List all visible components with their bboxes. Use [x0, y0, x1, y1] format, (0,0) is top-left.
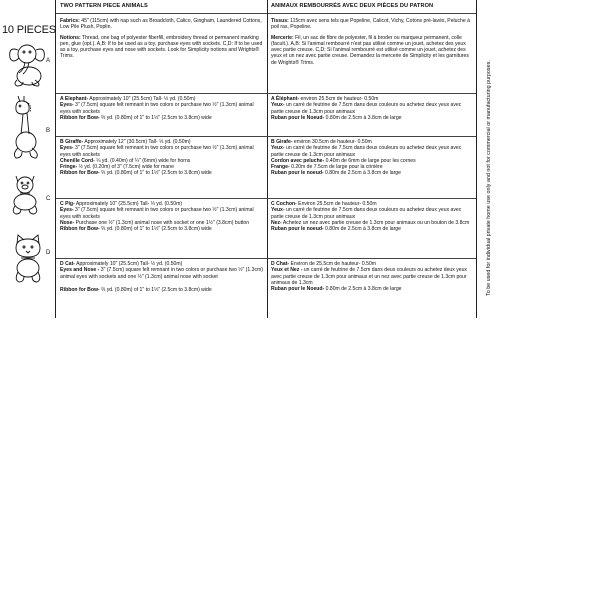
view-b-ribbon-label: Ribbon for Bow-	[60, 170, 100, 177]
view-d-ribbon-label: Ribbon for Bow-	[60, 286, 100, 293]
column-divider-left	[55, 0, 56, 318]
fr-view-a-size: environ 25.5cm de hauteur- 0.50m	[299, 96, 379, 102]
notions-label: Notions:	[60, 34, 81, 41]
fr-view-c-ribbon-text: 0.80m de 2.5cm à 3.8cm de large	[323, 226, 401, 233]
view-a-ribbon-text: ⅔ yd. (0.80m) of 1" to 1½" (2.5cm to 3.8cm) wide	[99, 114, 212, 121]
view-c-title: C Pig-	[60, 201, 75, 207]
french-tissus-mercerie	[271, 18, 474, 66]
fabrics-text: 45" (115cm) with nap such as Broadcloth, Calico, Gingham, Laundered Cottons, Low Pile Plush, Poplin.	[60, 18, 262, 31]
fr-view-d-eyes-text: un carré de feutrine de 7.5cm dans deux couleurs ou achetez deux yeux avec partie creuse de 1.3cm pour animaux et un nez avec partie creuse de 1.3cm pour animaux de 1.3cm	[271, 267, 467, 286]
view-d-eyes-text: 3" (7.5cm) square felt remnant in two colors or purchase two ½" (1.3cm) animal eyes with sockets and one ½" (1.3cm) animal nose with socket	[60, 267, 263, 280]
french-view-b	[271, 139, 474, 177]
view-c-nose-text: Purchase one ½" (1.3cm) animal nose with socket or one 1½" (3.8cm) button	[74, 219, 250, 226]
view-b-chenille-label: Chenille Cord-	[60, 157, 95, 164]
view-d-size: Approximately 10" (25.5cm) Tall- ½ yd. (0.50m)	[75, 261, 183, 267]
fr-view-c-ribbon-label: Ruban pour le noeud-	[271, 226, 324, 233]
fr-view-a-ribbon-label: Ruban pour le Noeud-	[271, 114, 325, 121]
view-a-size: Approximately 10" (25.5cm) Tall- ½ yd. (0.50m)	[88, 96, 196, 102]
fr-view-a-eyes-label: Yeux-	[271, 102, 285, 109]
fr-view-a-eyes-text: un carré de feutrine de 7.5cm dans deux couleurs ou achetez deux yeux avec partie creuse de 1.3cm pour animaux	[271, 102, 462, 115]
usage-restriction-note: To be used for individual private home use only and not for commercial or manufacturing purposes.	[486, 60, 492, 296]
fr-view-d-ribbon-label: Ruban pour le Noeud-	[271, 286, 325, 293]
french-view-d	[271, 261, 474, 292]
section-rule-4	[56, 258, 476, 259]
view-c-eyes-label: Eyes-	[60, 207, 74, 214]
notions-text: Thread, one bag of polyester fiberfill, embroidery thread or permanent marking pen, glue (opt.). A,B: If to be used as a toy, purchase eyes with sockets. C,D: If to be used as a toy, purchase eyes and nose with sockets. Look for Simplicity notions and Wrights® Trims.	[60, 34, 263, 60]
tissus-label: Tissus:	[271, 18, 289, 24]
view-a-eyes-text: 3" (7.5cm) square felt remnant in two colors or purchase two ½" (1.3cm) animal eyes with sockets	[60, 102, 254, 115]
fabrics-label: Fabrics:	[60, 18, 80, 24]
french-view-a	[271, 96, 474, 121]
view-a-title: A Elephant-	[60, 96, 89, 102]
elephant-illustration	[5, 40, 49, 88]
view-b-ribbon-text: ⅔ yd. (0.80m) of 1" to 1½" (2.5cm to 3.8cm) wide	[99, 170, 212, 177]
pig-illustration	[8, 172, 44, 216]
view-b-fringe-text: ½ yd. (0.20m) of 3" (7.5cm) wide for mane	[77, 164, 174, 171]
section-rule-1	[56, 93, 476, 94]
view-a-ribbon-label: Ribbon for Bow-	[60, 114, 100, 121]
view-b-size: Approximately 12" (30.5cm) Tall- ⅓ yd. (0.50m)	[83, 139, 191, 145]
heading-rule-french	[268, 13, 476, 14]
view-letter-c: C	[46, 196, 51, 202]
english-view-c	[60, 201, 265, 232]
view-letter-b: B	[46, 128, 51, 134]
fr-view-b-frange-label: Frange-	[271, 164, 290, 171]
view-d-ribbon-text: ⅔ yd. (0.80m) of 1" to 1½" (2.5cm to 3.8cm) wide	[99, 286, 212, 293]
fr-view-d-size: Environ de 25.5cm de hauteur- 0.50m	[289, 261, 377, 267]
english-view-a	[60, 96, 265, 121]
view-c-eyes-text: 3" (7.5cm) square felt remnant in two colors or purchase two ½" (1.3cm) animal eyes with sockets	[60, 207, 254, 220]
view-c-size: Approximately 10" (25.5cm) Tall- ⅓ yd. (0.50m)	[74, 201, 183, 207]
view-d-title: D Cat-	[60, 261, 75, 267]
view-b-eyes-label: Eyes-	[60, 145, 74, 152]
fr-view-d-ribbon-text: 0.80m de 2.5cm à 3.8cm de large	[324, 286, 402, 293]
english-fabrics-notions	[60, 18, 265, 60]
view-c-nose-label: Nose-	[60, 219, 75, 226]
fr-view-c-nez-label: Nez-	[271, 219, 282, 226]
mercerie-label: Mercerie:	[271, 34, 294, 41]
view-letter-a: A	[46, 58, 51, 64]
fr-view-b-cordon-text: 0.40m de 6mm de large pour les cornes	[324, 157, 416, 164]
fr-view-b-title: B Girafe-	[271, 139, 293, 145]
fr-view-d-eyes-label: Yeux et Nez -	[271, 267, 303, 274]
view-b-fringe-label: Fringe-	[60, 164, 78, 171]
english-view-d	[60, 261, 265, 293]
fr-view-b-eyes-text: un carré de feutrine de 7.5cm dans deux couleurs ou achetez deux yeux avec partie creuse de 1.3cm pour animaux	[271, 145, 462, 158]
english-heading: TWO PATTERN PIECE ANIMALS	[60, 3, 148, 9]
view-b-eyes-text: 3" (7.5cm) square felt remnant in two colors or purchase two ½" (1.3cm) animal eyes with sockets	[60, 145, 254, 158]
view-letter-d: D	[46, 250, 51, 256]
fr-view-b-ribbon-text: 0.80m de 2.5cm à 3.8cm de large	[323, 170, 401, 177]
view-a-eyes-label: Eyes-	[60, 102, 74, 109]
fr-view-b-ribbon-label: Ruban pour le noeud-	[271, 170, 324, 177]
fr-view-c-title: C Cochon-	[271, 201, 297, 207]
view-c-ribbon-text: ⅔ yd. (0.80m) of 1" to 1½" (2.5cm to 3.8cm) wide	[99, 226, 212, 233]
english-view-b	[60, 139, 265, 177]
fr-view-c-eyes-label: Yeux-	[271, 207, 285, 214]
fr-view-b-frange-text: 0.20m de 7.5cm de large pour la crinière	[289, 164, 383, 171]
view-d-eyes-label: Eyes and Nose -	[60, 267, 100, 274]
view-b-chenille-text: ¼ yd. (0.40m) of ¼" (6mm) wide for horns	[94, 157, 191, 164]
english-column	[60, 3, 265, 293]
column-divider-right	[476, 0, 477, 318]
fr-view-c-size: Environ 25.5cm de hauteur- 0.50m	[296, 201, 377, 207]
view-c-ribbon-label: Ribbon for Bow-	[60, 226, 100, 233]
heading-rule-english	[56, 13, 267, 14]
french-heading: ANIMAUX REMBOURRÉS AVEC DEUX PIÈCES DU PATRON	[271, 3, 434, 9]
view-b-title: B Giraffe-	[60, 139, 84, 145]
fr-view-b-eyes-label: Yeux-	[271, 145, 285, 152]
mercerie-text: Fil, un sac de fibre de polyester, fil à broder ou marqueur permanent, colle (facult.). A,B: Si l'animal rembourré n'est pas utilisé comme un jouet, achetez des yeux avec partie creuse. C,D: Si l'animal rembourré est utilisé comme un jouet, achetez des yeux et un nez avec partie creuse. Demandez la mercerie de Simplicity et les garnitures de Wrights® Trims.	[271, 34, 469, 66]
section-rule-3	[56, 198, 476, 199]
pieces-count-label: 10 PIECES	[2, 24, 56, 36]
giraffe-illustration	[10, 96, 44, 160]
fr-view-a-ribbon-text: 0.80m de 2.5cm à 3.8cm de large	[324, 114, 402, 121]
fr-view-d-title: D Chat-	[271, 261, 290, 267]
french-column	[271, 3, 474, 293]
cat-illustration	[10, 234, 46, 284]
fr-view-c-eyes-text: un carré de feutrine de 7.5cm dans deux couleurs ou achetez deux yeux avec partie creuse de 1.3cm pour animaux	[271, 207, 462, 220]
fr-view-b-cordon-label: Cordon avec peluche-	[271, 157, 325, 164]
fr-view-a-title: A Éléphant-	[271, 96, 300, 102]
french-view-c	[271, 201, 474, 232]
section-rule-2	[56, 136, 476, 137]
tissus-text: 115cm avec sens tels que Popeline, Calicot, Vichy, Cotons pré-lavés, Peluche à poil ras, Popeline.	[271, 18, 470, 31]
column-divider-middle	[267, 0, 268, 318]
fr-view-b-size: environ 30.5cm de hauteur- 0.50m	[292, 139, 372, 145]
fr-view-c-nez-text: Achetez un nez avec partie creuse de 1.3cm pour animaux ou un bouton de 3.8cm	[281, 219, 470, 226]
